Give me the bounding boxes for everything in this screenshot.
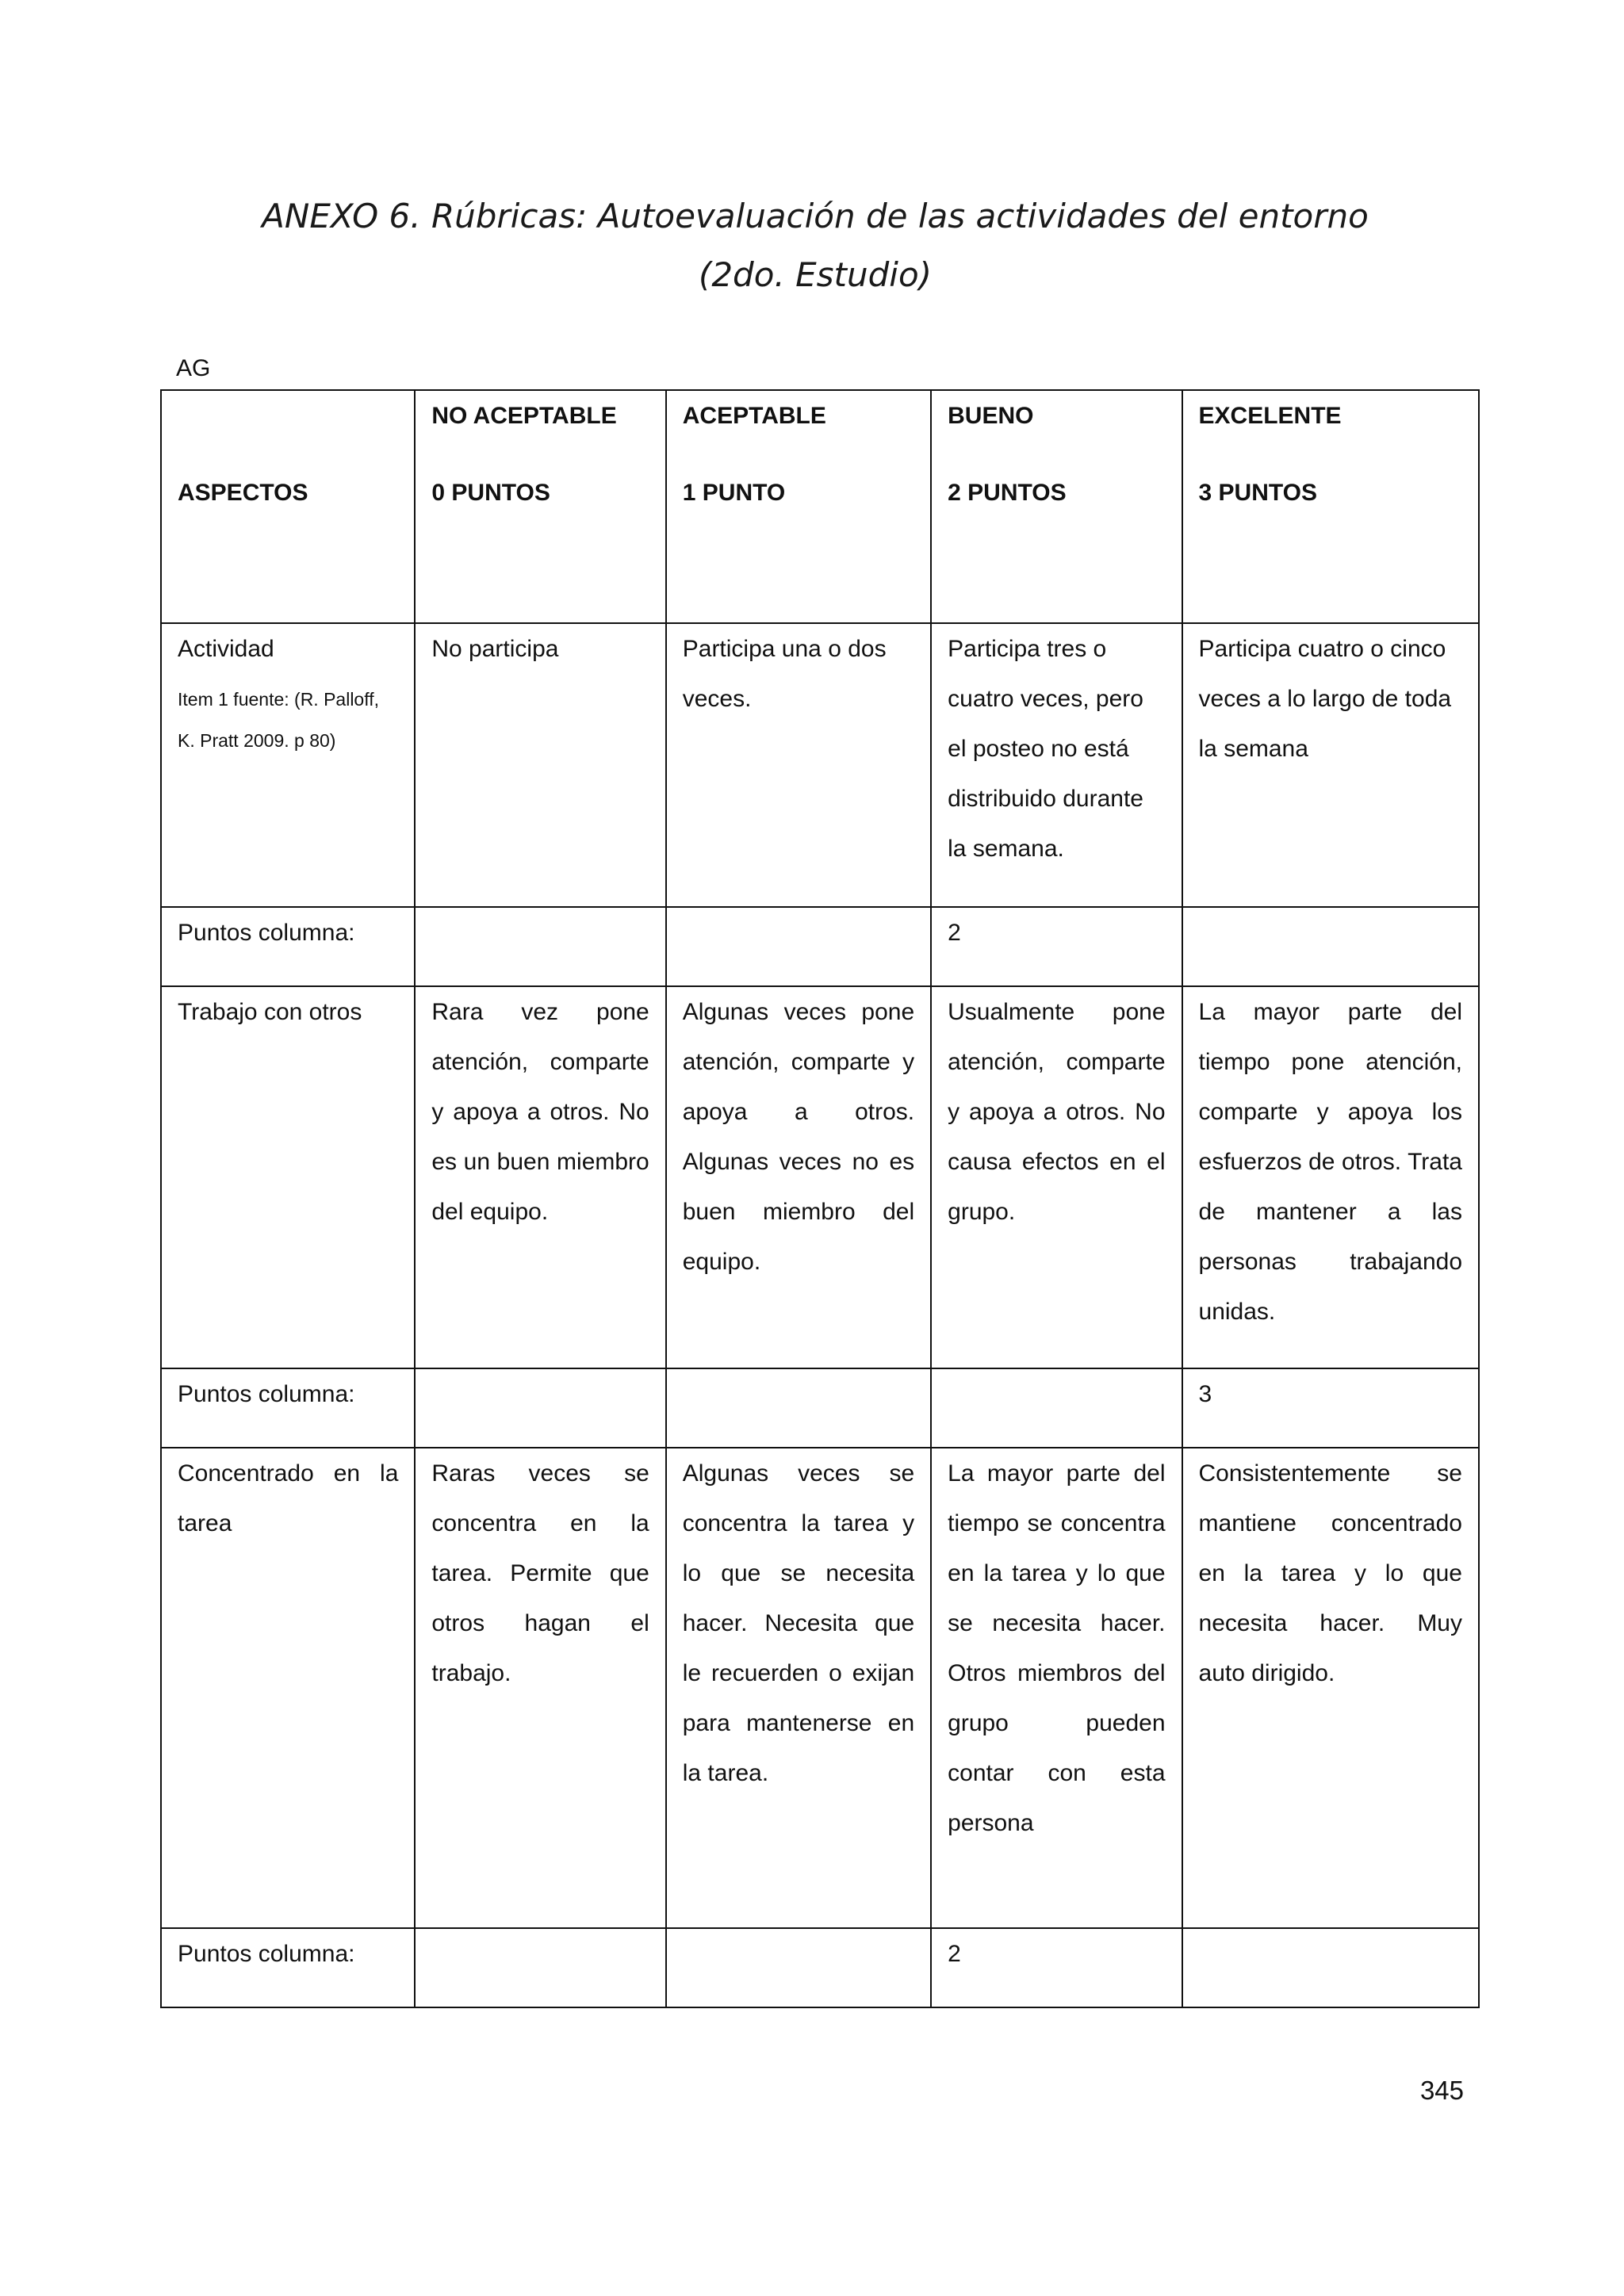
header-cell-level — [415, 390, 665, 623]
header-cell-level — [666, 390, 931, 623]
points-cell — [415, 907, 665, 986]
aspect-cell — [161, 986, 415, 1368]
points-cell — [1182, 1928, 1479, 2007]
points-cell — [666, 1368, 931, 1448]
page-number: 345 — [1419, 2076, 1464, 2105]
rubric-table — [160, 389, 1480, 2008]
level-name: NO ACEPTABLE — [431, 403, 617, 429]
points-label: Puntos columna: — [161, 907, 415, 986]
criterion-cell: Participa tres o cuatro veces, pero el posteo no está distribuido durante la semana. — [931, 623, 1182, 907]
points-cell — [415, 1928, 665, 2007]
aspect-cell — [161, 623, 415, 907]
level-name: BUENO — [948, 403, 1034, 429]
criterion-cell: Rara vez pone atención, comparte y apoya a otros. No es un buen miembro del equipo. — [415, 986, 665, 1368]
table-row — [161, 1448, 1479, 1928]
criterion-cell: Raras veces se concentra en la tarea. Permite que otros hagan el trabajo. — [415, 1448, 665, 1928]
table-header-row — [161, 390, 1479, 623]
points-cell: 2 — [931, 907, 1182, 986]
aspect-label: Trabajo con otros — [178, 999, 362, 1025]
group-label: AG — [176, 355, 211, 381]
points-cell — [666, 1928, 931, 2007]
points-cell: 2 — [931, 1928, 1182, 2007]
title-line-2: (2do. Estudio) — [698, 255, 933, 294]
criterion-cell: Algunas veces se concentra la tarea y lo que se necesita hacer. Necesita que le recuerden o exijan para mantenerse en la tarea. — [666, 1448, 931, 1928]
aspect-label: Actividad — [178, 636, 274, 662]
header-cell-level — [1182, 390, 1479, 623]
level-points: 1 PUNTO — [682, 480, 786, 506]
points-label: Puntos columna: — [161, 1368, 415, 1448]
criterion-cell: La mayor parte del tiempo pone atención, comparte y apoya los esfuerzos de otros. Trata de mantener a las personas trabajando unidas. — [1182, 986, 1479, 1368]
points-label: Puntos columna: — [161, 1928, 415, 2007]
header-aspects-label: ASPECTOS — [178, 480, 308, 506]
criterion-cell: Algunas veces pone atención, comparte y apoya a otros. Algunas veces no es buen miembro del equipo. — [666, 986, 931, 1368]
points-cell — [666, 907, 931, 986]
aspect-label: Concentrado en la tarea — [178, 1460, 399, 1536]
source-note: Item 1 fuente: (R. Palloff, K. Pratt 2009. p 80) — [178, 689, 379, 751]
criterion-cell: Participa cuatro o cinco veces a lo largo de toda la semana — [1182, 623, 1479, 907]
level-points: 0 PUNTOS — [431, 480, 550, 506]
table-row — [161, 623, 1479, 907]
points-cell — [1182, 907, 1479, 986]
table-row — [161, 986, 1479, 1368]
points-row — [161, 1368, 1479, 1448]
level-points: 2 PUNTOS — [948, 480, 1067, 506]
points-row — [161, 907, 1479, 986]
level-points: 3 PUNTOS — [1198, 480, 1318, 506]
points-row — [161, 1928, 1479, 2007]
criterion-cell: Usualmente pone atención, comparte y apoya a otros. No causa efectos en el grupo. — [931, 986, 1182, 1368]
points-cell: 3 — [1182, 1368, 1479, 1448]
criterion-cell: La mayor parte del tiempo se concentra en la tarea y lo que se necesita hacer. Otros miembros del grupo pueden contar con esta persona — [931, 1448, 1182, 1928]
criterion-cell: No participa — [415, 623, 665, 907]
level-name: EXCELENTE — [1198, 403, 1342, 429]
level-name: ACEPTABLE — [682, 403, 826, 429]
criterion-cell: Participa una o dos veces. — [666, 623, 931, 907]
points-cell — [931, 1368, 1182, 1448]
title-line-1: ANEXO 6. Rúbricas: Autoevaluación de las actividades del entorno — [262, 197, 1369, 235]
page-title — [159, 187, 1472, 304]
header-cell-aspects — [161, 390, 415, 623]
aspect-cell — [161, 1448, 415, 1928]
header-cell-level — [931, 390, 1182, 623]
criterion-cell: Consistentemente se mantiene concentrado en la tarea y lo que necesita hacer. Muy auto dirigido. — [1182, 1448, 1479, 1928]
points-cell — [415, 1368, 665, 1448]
